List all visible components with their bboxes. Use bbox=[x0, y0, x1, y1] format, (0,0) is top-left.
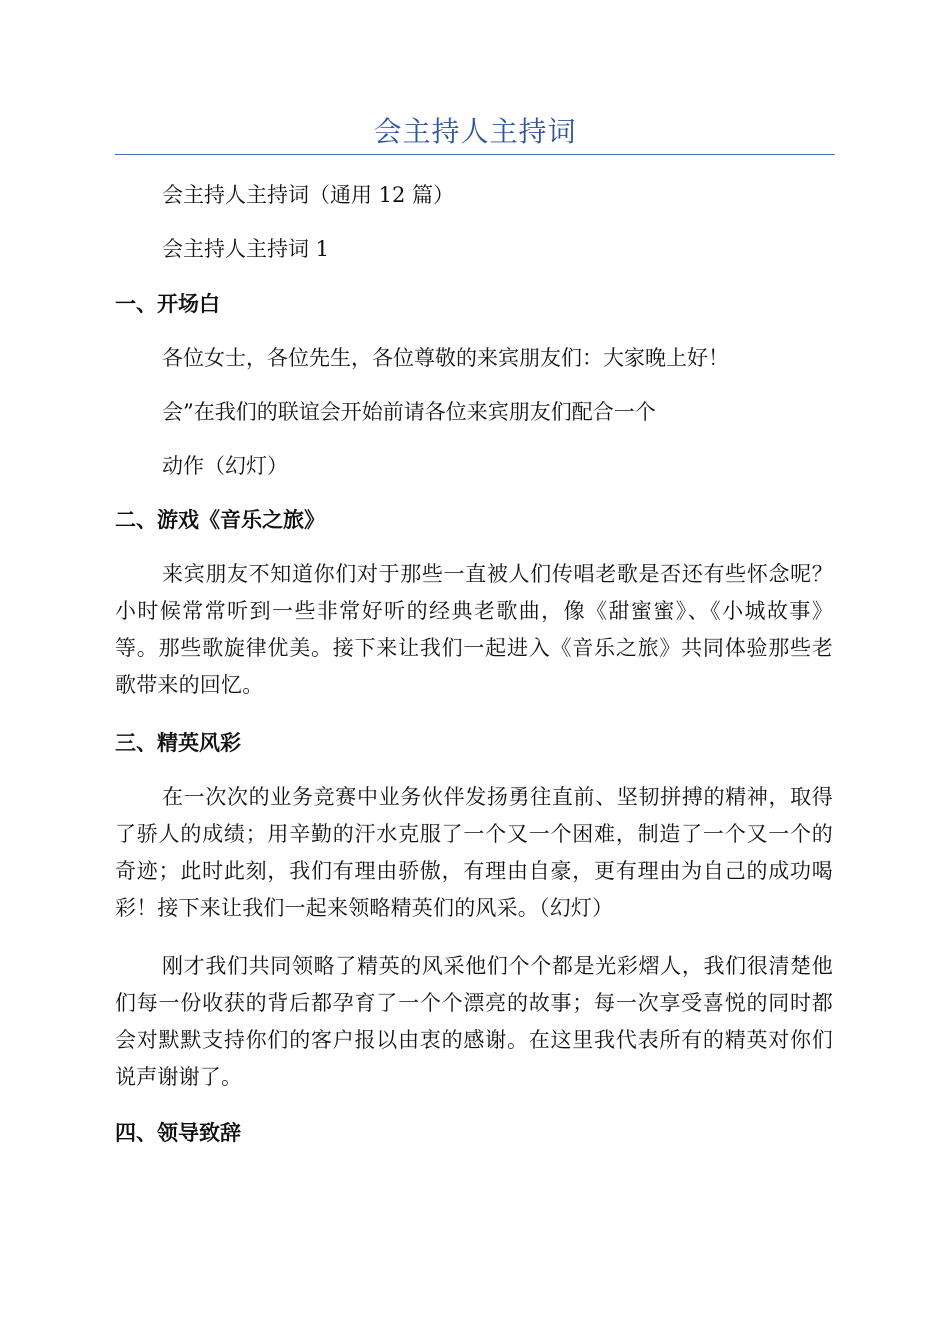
subtitle-line: 会主持人主持词（通用 12 篇） bbox=[162, 183, 455, 207]
section-heading-leader-speech: 四、领导致辞 bbox=[115, 1120, 241, 1145]
section-heading-elite: 三、精英风彩 bbox=[115, 730, 241, 755]
title-underline bbox=[115, 154, 835, 155]
elite-paragraph-1: 在一次次的业务竞赛中业务伙伴发扬勇往直前、坚韧拼搏的精神，取得了骄人的成绩；用辛勤的汗水克服了一个又一个困难，制造了一个又一个的奇迹；此时此刻，我们有理由骄傲，有理由自豪，更有理由为自己的成功喝彩！接下来让我们一起来领略精英们的风采。（幻灯） bbox=[115, 785, 833, 920]
part-label: 会主持人主持词 1 bbox=[162, 237, 330, 261]
opening-line-3: 动作（幻灯） bbox=[162, 454, 288, 478]
elite-paragraph-2: 刚才我们共同领略了精英的风采他们个个都是光彩熠人，我们很清楚他们每一份收获的背后都孕育了一个个漂亮的故事；每一次享受喜悦的同时都会对默默支持你们的客户报以由衷的感谢。在这里我代表所有的精英对你们说声谢谢了。 bbox=[115, 954, 833, 1089]
opening-line-1: 各位女士，各位先生，各位尊敬的来宾朋友们：大家晚上好！ bbox=[162, 346, 729, 370]
opening-line-2: 会”在我们的联谊会开始前请各位来宾朋友们配合一个 bbox=[162, 400, 656, 424]
music-game-paragraph: 来宾朋友不知道你们对于那些一直被人们传唱老歌是否还有些怀念呢？小时候常常听到一些非常好听的经典老歌曲，像《甜蜜蜜》、《小城故事》等。那些歌旋律优美。接下来让我们一起进入《音乐之旅》共同体验那些老歌带来的回忆。 bbox=[115, 562, 833, 697]
section-heading-music-game: 二、游戏《音乐之旅》 bbox=[115, 507, 325, 532]
document-title: 会主持人主持词 bbox=[373, 115, 577, 148]
section-heading-opening: 一、开场白 bbox=[115, 291, 220, 316]
